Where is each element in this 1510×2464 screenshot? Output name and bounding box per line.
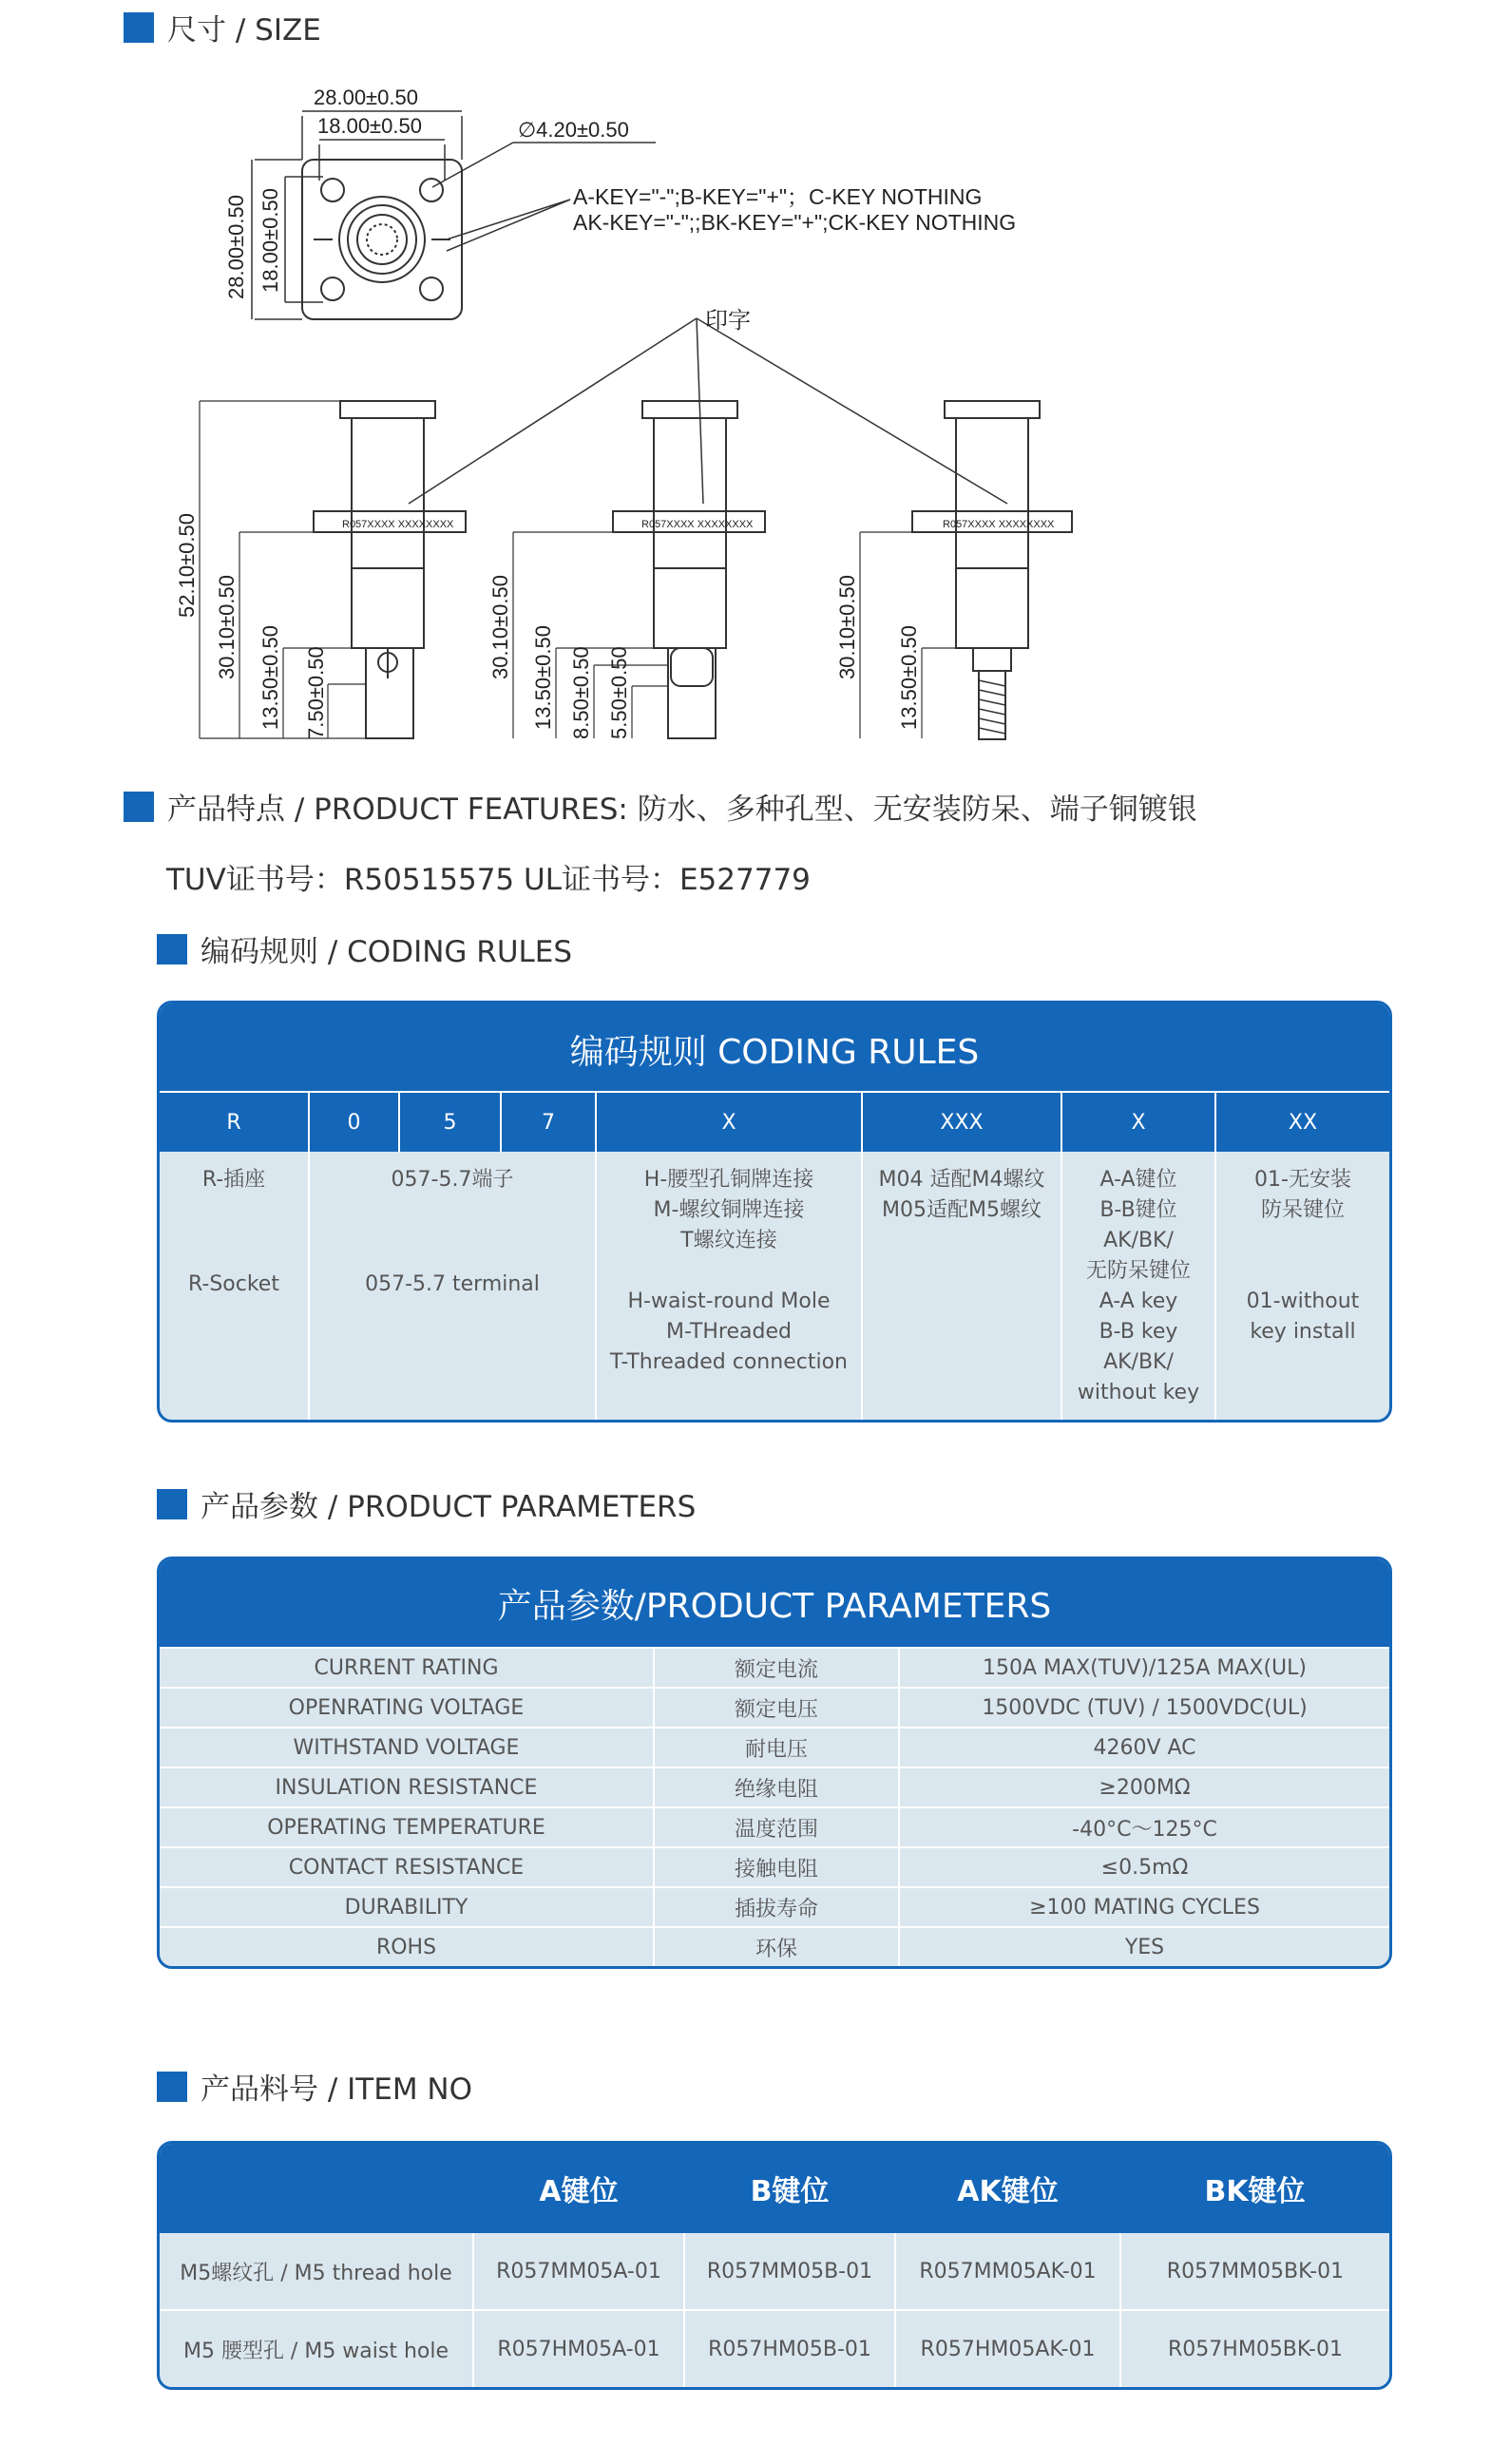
item-hole-type: M5螺纹孔 / M5 thread hole — [180, 2261, 452, 2285]
param-row — [160, 1927, 1389, 1966]
param-value: -40°C～125°C — [899, 1807, 1389, 1847]
item-row — [160, 2310, 1389, 2387]
code-cell-thread — [862, 1152, 1061, 1420]
mount-hole-br — [420, 277, 443, 300]
code-terminal-en: 057-5.7 terminal — [365, 1272, 540, 1296]
code-socket-cn: R-插座 — [201, 1168, 266, 1192]
items-header-row — [160, 2144, 1389, 2233]
coding-body-row — [160, 1152, 1389, 1420]
code-conn-3: T螺纹连接 — [680, 1229, 777, 1252]
code-conn-5: M-THreaded — [666, 1320, 792, 1344]
param-row — [160, 1767, 1389, 1807]
item-number-table — [157, 2141, 1392, 2390]
code-col-x: X — [596, 1092, 862, 1152]
code-key-5: A-A key — [1099, 1289, 1178, 1313]
param-row — [160, 1728, 1389, 1767]
dim-7: 7.50±0.50 — [304, 646, 328, 739]
item-row — [160, 2233, 1389, 2310]
param-name-en: ROHS — [160, 1927, 654, 1966]
code-install-3: 01-without — [1246, 1289, 1360, 1313]
section-marker-icon — [157, 934, 187, 965]
param-row — [160, 1648, 1389, 1688]
section-coding-label: 编码规则 / CODING RULES — [201, 935, 573, 969]
param-value: 4260V AC — [899, 1728, 1389, 1767]
section-marker-icon — [124, 12, 154, 43]
param-value: 150A MAX(TUV)/125A MAX(UL) — [899, 1648, 1389, 1688]
dim-52: 52.10±0.50 — [175, 513, 199, 618]
item-part-number: R057MM05AK-01 — [895, 2233, 1120, 2310]
param-name-cn: 额定电压 — [654, 1688, 899, 1728]
code-key-8: without key — [1077, 1381, 1200, 1404]
item-part-number: R057HM05A-01 — [473, 2310, 684, 2387]
dim-18-side: 18.00±0.50 — [258, 188, 282, 293]
param-value: ≥100 MATING CYCLES — [899, 1887, 1389, 1927]
section-marker-icon — [124, 792, 154, 822]
section-params-label: 产品参数 / PRODUCT PARAMETERS — [201, 1490, 697, 1524]
param-name-cn: 额定电流 — [654, 1648, 899, 1688]
code-cell-install — [1215, 1152, 1389, 1420]
param-name-en: OPERATING TEMPERATURE — [160, 1807, 654, 1847]
param-name-en: CONTACT RESISTANCE — [160, 1847, 654, 1887]
param-value: ≥200MΩ — [899, 1767, 1389, 1807]
section-items-label: 产品料号 / ITEM NO — [201, 2072, 473, 2107]
code-key-3: AK/BK/ — [1103, 1229, 1174, 1252]
item-header-3: AK键位 — [895, 2144, 1120, 2233]
code-conn-1: H-腰型孔铜牌连接 — [643, 1168, 814, 1192]
item-part-number: R057MM05B-01 — [684, 2233, 895, 2310]
coding-table-title: 编码规则 CODING RULES — [160, 1003, 1389, 1091]
certificate-line: TUV证书号：R50515575 UL证书号：E527779 — [166, 863, 811, 897]
code-col-xx: XX — [1215, 1092, 1389, 1152]
section-features-heading — [124, 785, 1197, 828]
code-thread-2: M05适配M5螺纹 — [882, 1198, 1042, 1222]
technical-drawing — [0, 57, 1510, 760]
dim-18-top: 18.00±0.50 — [317, 114, 422, 138]
param-row — [160, 1688, 1389, 1728]
param-value: ≤0.5mΩ — [899, 1847, 1389, 1887]
section-items-heading — [157, 2065, 472, 2108]
dim-30c: 30.10±0.50 — [835, 575, 859, 679]
code-socket-en: R-Socket — [188, 1272, 279, 1296]
param-row — [160, 1887, 1389, 1927]
param-name-en: WITHSTAND VOLTAGE — [160, 1728, 654, 1767]
param-row — [160, 1807, 1389, 1847]
code-cell-connection — [596, 1152, 862, 1420]
item-header-4: BK键位 — [1120, 2144, 1389, 2233]
section-marker-icon — [157, 2072, 187, 2102]
param-value: YES — [899, 1927, 1389, 1966]
dim-30b: 30.10±0.50 — [488, 575, 512, 679]
code-key-4: 无防呆键位 — [1085, 1259, 1191, 1283]
dim-13b: 13.50±0.50 — [531, 625, 555, 730]
code-install-1: 01-无安装 — [1254, 1168, 1351, 1192]
code-install-2: 防呆键位 — [1260, 1198, 1345, 1222]
param-row — [160, 1847, 1389, 1887]
param-name-en: OPENRATING VOLTAGE — [160, 1688, 654, 1728]
code-col-x2: X — [1061, 1092, 1215, 1152]
dim-5: 5.50±0.50 — [607, 646, 631, 739]
code-key-6: B-B key — [1099, 1320, 1178, 1344]
section-size-heading — [124, 6, 321, 48]
section-marker-icon — [157, 1489, 187, 1519]
item-header-0 — [160, 2144, 473, 2233]
stamp-1: R057XXXX XXXXXXXX — [342, 519, 454, 530]
params-table-title: 产品参数/PRODUCT PARAMETERS — [160, 1559, 1389, 1647]
code-conn-2: M-螺纹铜牌连接 — [653, 1198, 805, 1222]
item-part-number: R057HM05AK-01 — [895, 2310, 1120, 2387]
item-hole-type: M5 腰型孔 / M5 waist hole — [160, 2310, 473, 2387]
coding-rules-table — [157, 1001, 1392, 1423]
item-part-number: R057MM05BK-01 — [1120, 2233, 1389, 2310]
code-conn-6: T-Threaded connection — [610, 1350, 848, 1374]
parameters-table — [157, 1557, 1392, 1969]
section-size-label: 尺寸 / SIZE — [167, 13, 321, 48]
marking-label: 印字 — [705, 308, 751, 334]
dim-8: 8.50±0.50 — [569, 646, 593, 739]
code-thread-1: M04 适配M4螺纹 — [878, 1168, 1045, 1192]
dim-30a: 30.10±0.50 — [215, 575, 239, 679]
side-view-1 — [314, 401, 466, 738]
key-note-1: A-KEY="-";B-KEY="+"；C-KEY NOTHING — [573, 184, 983, 209]
param-name-en: INSULATION RESISTANCE — [160, 1767, 654, 1807]
param-name-cn: 温度范围 — [654, 1807, 899, 1847]
param-name-cn: 接触电阻 — [654, 1847, 899, 1887]
section-params-heading — [157, 1482, 696, 1525]
item-header-2: B键位 — [684, 2144, 895, 2233]
item-part-number: R057HM05BK-01 — [1120, 2310, 1389, 2387]
mount-hole-tl — [321, 179, 344, 201]
side-view-2 — [613, 401, 765, 738]
item-part-number: R057MM05A-01 — [473, 2233, 684, 2310]
code-cell-socket — [160, 1152, 309, 1420]
param-name-en: DURABILITY — [160, 1887, 654, 1927]
dim-28-top: 28.00±0.50 — [314, 86, 418, 109]
param-value: 1500VDC (TUV) / 1500VDC(UL) — [899, 1688, 1389, 1728]
code-cell-terminal — [309, 1152, 596, 1420]
code-cell-key — [1061, 1152, 1215, 1420]
side-view-3 — [912, 401, 1072, 739]
key-note-2: AK-KEY="-";;BK-KEY="+";CK-KEY NOTHING — [573, 210, 1017, 235]
code-col-7: 7 — [501, 1092, 596, 1152]
code-install-4: key install — [1250, 1320, 1356, 1344]
section-coding-heading — [157, 927, 572, 970]
code-col-r: R — [160, 1092, 309, 1152]
code-terminal-cn: 057-5.7端子 — [391, 1168, 514, 1192]
code-col-0: 0 — [309, 1092, 399, 1152]
mount-hole-tr — [420, 179, 443, 201]
param-name-cn: 环保 — [654, 1927, 899, 1966]
param-name-cn: 绝缘电阻 — [654, 1767, 899, 1807]
code-col-xxx: XXX — [862, 1092, 1061, 1152]
item-header-1: A键位 — [473, 2144, 684, 2233]
item-part-number: R057HM05B-01 — [684, 2310, 895, 2387]
param-name-cn: 耐电压 — [654, 1728, 899, 1767]
stamp-3: R057XXXX XXXXXXXX — [943, 519, 1055, 530]
dim-hole: ∅4.20±0.50 — [518, 118, 629, 142]
param-name-en: CURRENT RATING — [160, 1648, 654, 1688]
param-name-cn: 插拔寿命 — [654, 1887, 899, 1927]
dim-13c: 13.50±0.50 — [897, 625, 921, 730]
code-key-2: B-B键位 — [1099, 1198, 1177, 1222]
code-key-1: A-A键位 — [1099, 1168, 1177, 1192]
code-col-5: 5 — [399, 1092, 501, 1152]
code-key-7: AK/BK/ — [1103, 1350, 1174, 1374]
code-conn-4: H-waist-round Mole — [627, 1289, 831, 1313]
socket-outer-ring — [339, 197, 425, 282]
section-features-label: 产品特点 / PRODUCT FEATURES: 防水、多种孔型、无安装防呆、端子铜镀银 — [167, 793, 1197, 827]
mount-hole-bl — [321, 277, 344, 300]
coding-header-row — [160, 1092, 1389, 1152]
dim-28-side: 28.00±0.50 — [224, 195, 248, 299]
stamp-2: R057XXXX XXXXXXXX — [641, 519, 754, 530]
dim-13a: 13.50±0.50 — [258, 625, 282, 730]
